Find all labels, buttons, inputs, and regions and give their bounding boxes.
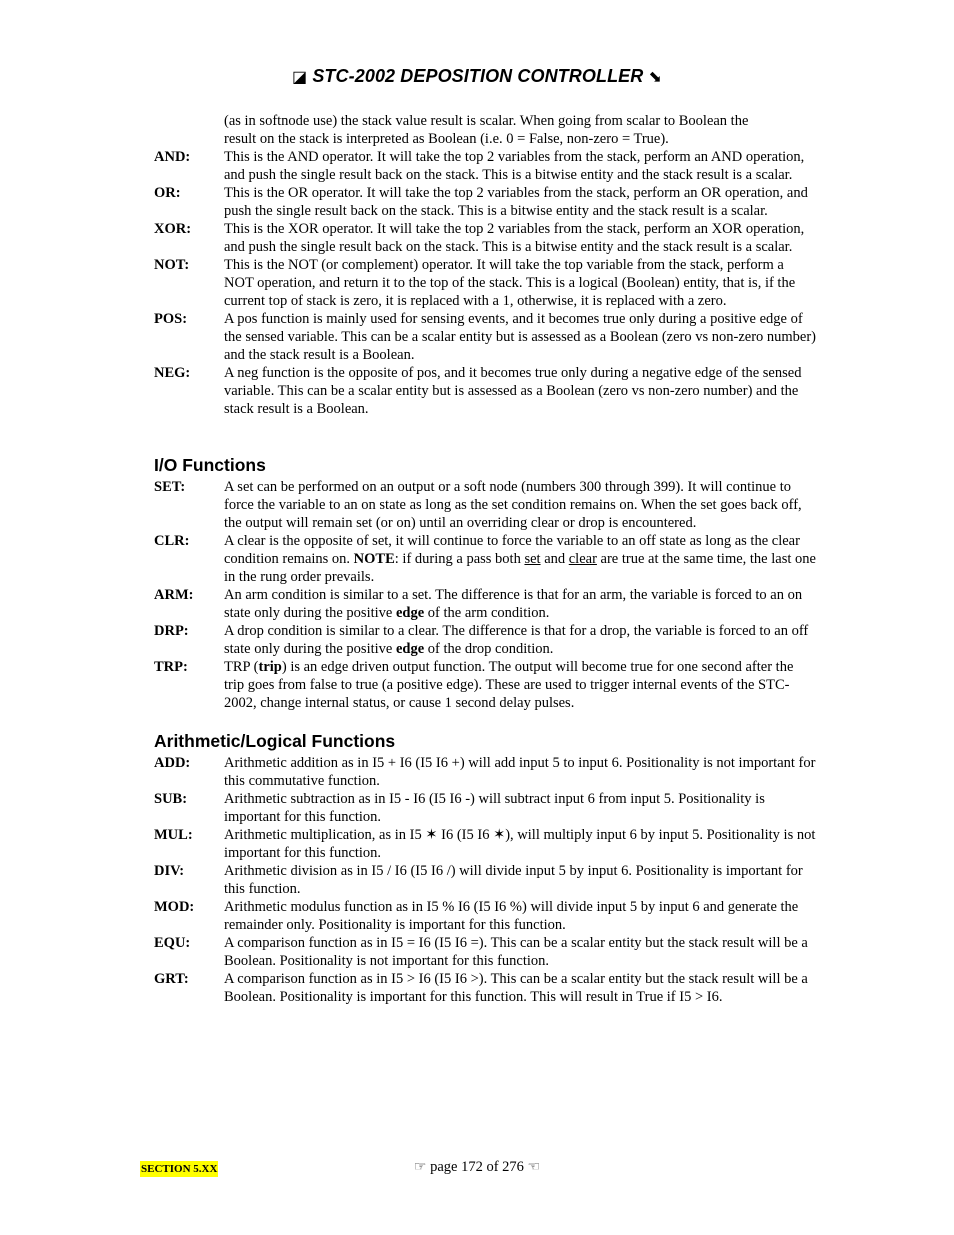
page-header — [0, 66, 954, 87]
pointing-right-hand-icon: ☞ — [413, 1160, 427, 1175]
term-add: ADD: — [154, 755, 191, 771]
term-set: SET: — [154, 479, 186, 495]
arm-edge-bold: edge — [395, 605, 425, 621]
term-neg: NEG: — [154, 365, 191, 381]
desc-and: This is the AND operator. It will take the top 2 variables from the stack, perform an AND operation, and push the single result back on the stack. This is a bitwise entity and the stack result is a scalar. — [224, 149, 805, 183]
desc-trp — [224, 658, 816, 712]
term-div: DIV: — [154, 863, 185, 879]
term-mul: MUL: — [154, 827, 193, 843]
term-pos: POS: — [154, 311, 188, 327]
pointing-left-hand-icon: ☜ — [527, 1160, 541, 1175]
note-label: NOTE — [353, 551, 395, 567]
term-and: AND: — [154, 149, 191, 165]
desc-clr-and: and — [540, 551, 569, 567]
section-label-badge: SECTION 5.XX — [141, 1163, 218, 1175]
term-trp: TRP: — [154, 659, 188, 675]
term-mod: MOD: — [154, 899, 195, 915]
desc-trp-part-a: TRP ( — [224, 659, 259, 675]
definition-or — [154, 184, 816, 220]
term-arm: ARM: — [154, 587, 194, 603]
header-right-ornament-icon: ⬊ — [648, 69, 662, 86]
intro-line-1: (as in softnode use) the stack value result is scalar. When going from scalar to Boolean the — [224, 113, 749, 129]
desc-arm-part-a: An arm condition is similar to a set. The difference is that for an arm, the variable is forced to an on state only during the positive — [224, 587, 803, 621]
desc-sub: Arithmetic subtraction as in I5 - I6 (I5 I6 -) will subtract input 6 from input 5. Positionality is important for this function. — [224, 791, 765, 825]
definition-set — [154, 478, 816, 532]
definition-pos — [154, 310, 816, 364]
definition-sub — [154, 790, 816, 826]
term-grt: GRT: — [154, 971, 189, 987]
desc-clr — [224, 532, 816, 586]
intro-line-2: result on the stack is interpreted as Boolean (i.e. 0 = False, non-zero = True). — [224, 131, 669, 147]
clear-underlined: clear — [568, 551, 597, 567]
term-xor: XOR: — [154, 221, 192, 237]
document-title: STC-2002 DEPOSITION CONTROLLER — [312, 66, 644, 86]
definition-and — [154, 148, 816, 184]
definition-grt — [154, 970, 816, 1006]
term-or: OR: — [154, 185, 181, 201]
desc-div: Arithmetic division as in I5 / I6 (I5 I6 /) will divide input 5 by input 6. Positionality is important for this function. — [224, 863, 803, 897]
desc-mod: Arithmetic modulus function as in I5 % I6 (I5 I6 %) will divide input 5 by input 6 and generate the remainder only. Positionality is important for this function. — [224, 899, 799, 933]
definition-drp — [154, 622, 816, 658]
definition-mod — [154, 898, 816, 934]
term-not: NOT: — [154, 257, 190, 273]
io-functions-heading: I/O Functions — [154, 455, 266, 475]
definition-mul — [154, 826, 816, 862]
page-number — [0, 1159, 954, 1176]
term-drp: DRP: — [154, 623, 189, 639]
definition-neg — [154, 364, 816, 418]
page-body — [154, 112, 816, 1006]
desc-xor: This is the XOR operator. It will take the top 2 variables from the stack, perform an XOR operation, and push the single result back on the stack. This is a bitwise entity and the stack result is a scalar. — [224, 221, 805, 255]
page-number-text: page 172 of 276 — [430, 1159, 524, 1175]
definition-trp — [154, 658, 816, 712]
desc-or: This is the OR operator. It will take the top 2 variables from the stack, perform an OR operation, and push the single result back on the stack. This is a bitwise entity and the stack result is a scalar. — [224, 185, 808, 219]
definition-arm — [154, 586, 816, 622]
arithmetic-logical-heading: Arithmetic/Logical Functions — [154, 731, 396, 751]
term-clr: CLR: — [154, 533, 190, 549]
definition-div — [154, 862, 816, 898]
desc-trp-part-b: ) is an edge driven output function. The output will become true for one second after the trip goes from false to true (a positive edge). These are used to trigger internal events of the STC-2002, change internal status, or cause 1 second delay pulses. — [224, 659, 794, 711]
desc-drp-part-a: A drop condition is similar to a clear. The difference is that for a drop, the variable is forced to an off state only during the positive — [224, 623, 809, 657]
set-underlined: set — [524, 551, 541, 567]
term-equ: EQU: — [154, 935, 191, 951]
definition-clr — [154, 532, 816, 586]
trip-bold: trip — [258, 659, 282, 675]
desc-grt: A comparison function as in I5 > I6 (I5 I6 >). This can be a scalar entity but the stack result will be a Boolean. Positionality is important for this function. This will result in True if I5 > I6. — [224, 971, 808, 1005]
desc-clr-part-b: : if during a pass both — [394, 551, 525, 567]
intro-continuation — [154, 112, 816, 148]
desc-arm-part-b: of the arm condition. — [424, 605, 550, 621]
desc-drp — [224, 622, 816, 658]
desc-mul: Arithmetic multiplication, as in I5 ✶ I6 (I5 I6 ✶), will multiply input 6 by input 5. Positionality is not important for this function. — [224, 827, 816, 861]
definition-equ — [154, 934, 816, 970]
desc-add: Arithmetic addition as in I5 + I6 (I5 I6 +) will add input 5 to input 6. Positionality is not important for this commutative function. — [224, 755, 816, 789]
drp-edge-bold: edge — [395, 641, 425, 657]
desc-equ: A comparison function as in I5 = I6 (I5 I6 =). This can be a scalar entity but the stack result will be a Boolean. Positionality is not important for this function. — [224, 935, 808, 969]
desc-pos: A pos function is mainly used for sensing events, and it becomes true only during a positive edge of the sensed variable. This can be a scalar entity but is assessed as a Boolean (zero vs non-zero number) and the stack result is a Boolean. — [224, 311, 817, 363]
desc-clr-part-a: A clear is the opposite of set, it will continue to force the variable to an off state as long as the clear condition remains on. — [224, 533, 800, 567]
definition-add — [154, 754, 816, 790]
desc-clr-part-c: are true at the same time, the last one in the rung order prevails. — [224, 551, 816, 585]
desc-arm — [224, 586, 816, 622]
definition-not — [154, 256, 816, 310]
desc-neg: A neg function is the opposite of pos, and it becomes true only during a negative edge of the sensed variable. This can be a scalar entity but is assessed as a Boolean (zero vs non-zero number) and the stack result is a Boolean. — [224, 365, 802, 417]
header-left-ornament-icon: ◪ — [292, 69, 308, 86]
desc-drp-part-b: of the drop condition. — [424, 641, 554, 657]
definition-xor — [154, 220, 816, 256]
desc-not: This is the NOT (or complement) operator. It will take the top variable from the stack, perform a NOT operation, and return it to the top of the stack. This is a logical (Boolean) entity, that is, if the current top of stack is zero, it is replaced with a 1, otherwise, it is replaced with a zero. — [224, 257, 796, 309]
desc-set: A set can be performed on an output or a soft node (numbers 300 through 399). It will continue to force the variable to an on state as long as the set condition remains on. When the set goes back off, the output will remain set (or on) until an overriding clear or drop is encountered. — [224, 479, 802, 531]
term-sub: SUB: — [154, 791, 188, 807]
